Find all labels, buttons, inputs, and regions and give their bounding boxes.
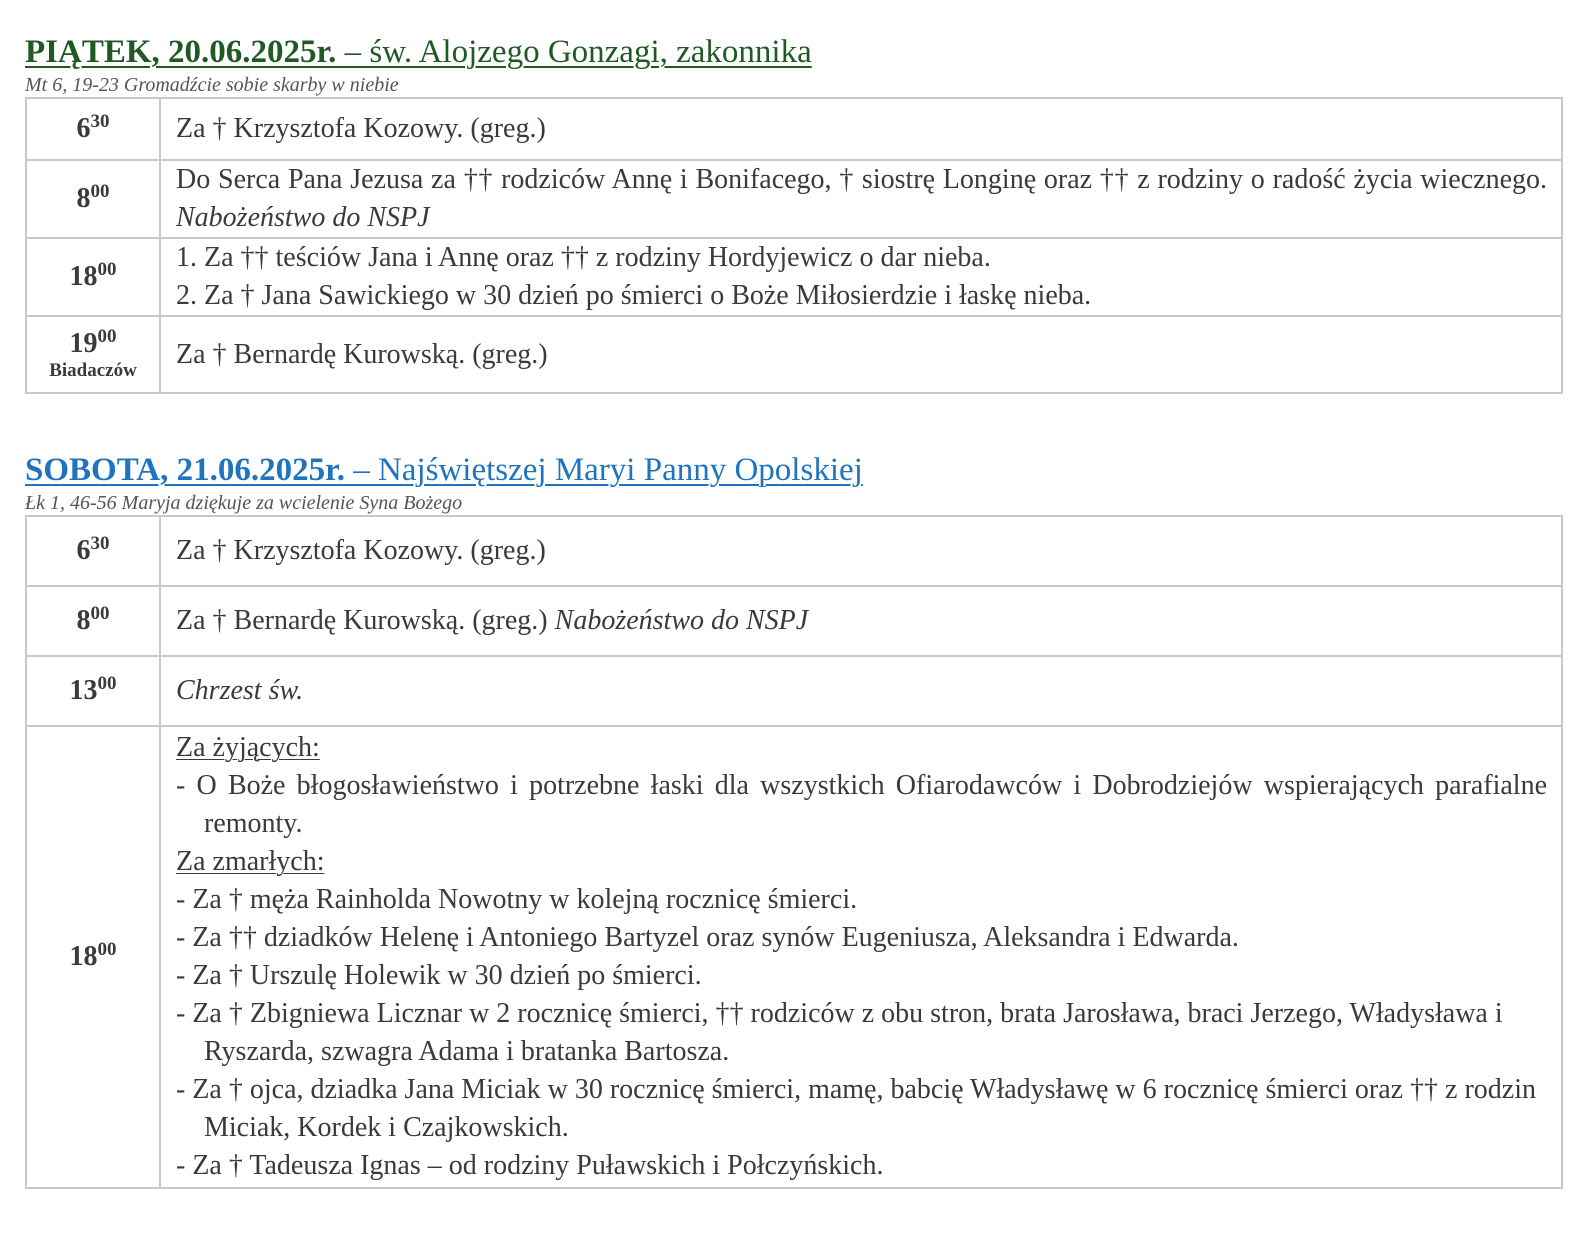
mass-intention: Za † Bernardę Kurowską. (greg.) Nabożeństwo do NSPJ: [160, 586, 1562, 656]
mass-time: $6^{30}$: [26, 98, 160, 160]
mass-intention: Za † Krzysztofa Kozowy. (greg.): [160, 516, 1562, 586]
gospel-reading: Mt 6, 19-23 Gromadźcie sobie skarby w niebie: [25, 74, 399, 96]
day-section-friday: [25, 32, 1563, 394]
day-section-saturday: [25, 450, 1563, 1189]
intention-item: - Za † Tadeusza Ignas – od rodziny Puławskich i Połczyńskich.: [176, 1150, 884, 1181]
mass-time: $13^{00}$: [26, 656, 160, 726]
gospel-reading: Łk 1, 46-56 Maryja dziękuje za wcielenie Syna Bożego: [25, 492, 463, 514]
intention-item: - O Boże błogosławieństwo i potrzebne łaski dla wszystkich Ofiarodawców i Dobrodziejów wspierających parafialne remonty.: [176, 770, 1547, 839]
table-row: [26, 98, 1562, 160]
intention-item: - Za † męża Rainholda Nowotny w kolejną rocznicę śmierci.: [176, 884, 858, 915]
devotion-note: Nabożeństwo do NSPJ: [554, 605, 809, 636]
table-row: [26, 316, 1562, 393]
living-header: Za żyjących:: [176, 732, 320, 763]
day-feast: – św. Alojzego Gonzagi, zakonnika: [336, 34, 812, 70]
mass-time: $8^{00}$: [26, 586, 160, 656]
day-feast: – Najświętszej Maryi Panny Opolskiej: [344, 452, 863, 488]
table-row: [26, 516, 1562, 586]
intention-item: - Za † Zbigniewa Licznar w 2 rocznicę śmierci, †† rodziców z obu stron, brata Jarosława, braci Jerzego, Władysława i Ryszarda, szwagra Adama i bratanka Bartosza.: [176, 998, 1503, 1067]
mass-intention: Za † Bernardę Kurowską. (greg.): [160, 316, 1562, 393]
intention-item: - Za † Urszulę Holewik w 30 dzień po śmierci.: [176, 960, 702, 991]
table-row: [26, 238, 1562, 316]
table-row: [26, 726, 1562, 1188]
mass-intention: [160, 726, 1562, 1188]
day-name: PIĄTEK, 20.06.2025r.: [25, 34, 337, 70]
table-row: [26, 586, 1562, 656]
mass-time: $19^{00}$ Biadaczów: [26, 316, 160, 393]
mass-time: $8^{00}$: [26, 160, 160, 238]
mass-intention: Chrzest św.: [160, 656, 1562, 726]
dead-header: Za zmarłych:: [176, 846, 325, 877]
day-name: SOBOTA, 21.06.2025r.: [25, 452, 345, 488]
mass-intention: Do Serca Pana Jezusa za †† rodziców Annę i Bonifacego, † siostrę Longinę oraz †† z rodziny o radość życia wiecznego. Nabożeństwo do NSPJ: [160, 160, 1562, 238]
mass-intention: 1. Za †† teściów Jana i Annę oraz †† z rodziny Hordyjewicz o dar nieba. 2. Za † Jana Sawickiego w 30 dzień po śmierci o Boże Miłosierdzie i łaskę nieba.: [160, 238, 1562, 316]
devotion-note: Nabożeństwo do NSPJ: [176, 202, 430, 233]
table-row: [26, 656, 1562, 726]
day-title: [25, 450, 1563, 490]
intention-item: - Za †† dziadków Helenę i Antoniego Bartyzel oraz synów Eugeniusza, Aleksandra i Edwarda.: [176, 922, 1239, 953]
table-row: [26, 160, 1562, 238]
mass-time: $6^{30}$: [26, 516, 160, 586]
mass-location: Biadaczów: [49, 359, 137, 381]
mass-schedule-table: [25, 515, 1563, 1189]
day-title: [25, 32, 1563, 72]
intention-item: - Za † ojca, dziadka Jana Miciak w 30 rocznicę śmierci, mamę, babcię Władysławę w 6 rocznicę śmierci oraz †† z rodzin Miciak, Kordek i Czajkowskich.: [176, 1074, 1537, 1143]
mass-time: $18^{00}$: [26, 238, 160, 316]
mass-intention: Za † Krzysztofa Kozowy. (greg.): [160, 98, 1562, 160]
mass-time: $18^{00}$: [26, 726, 160, 1188]
mass-schedule-table: [25, 97, 1563, 394]
